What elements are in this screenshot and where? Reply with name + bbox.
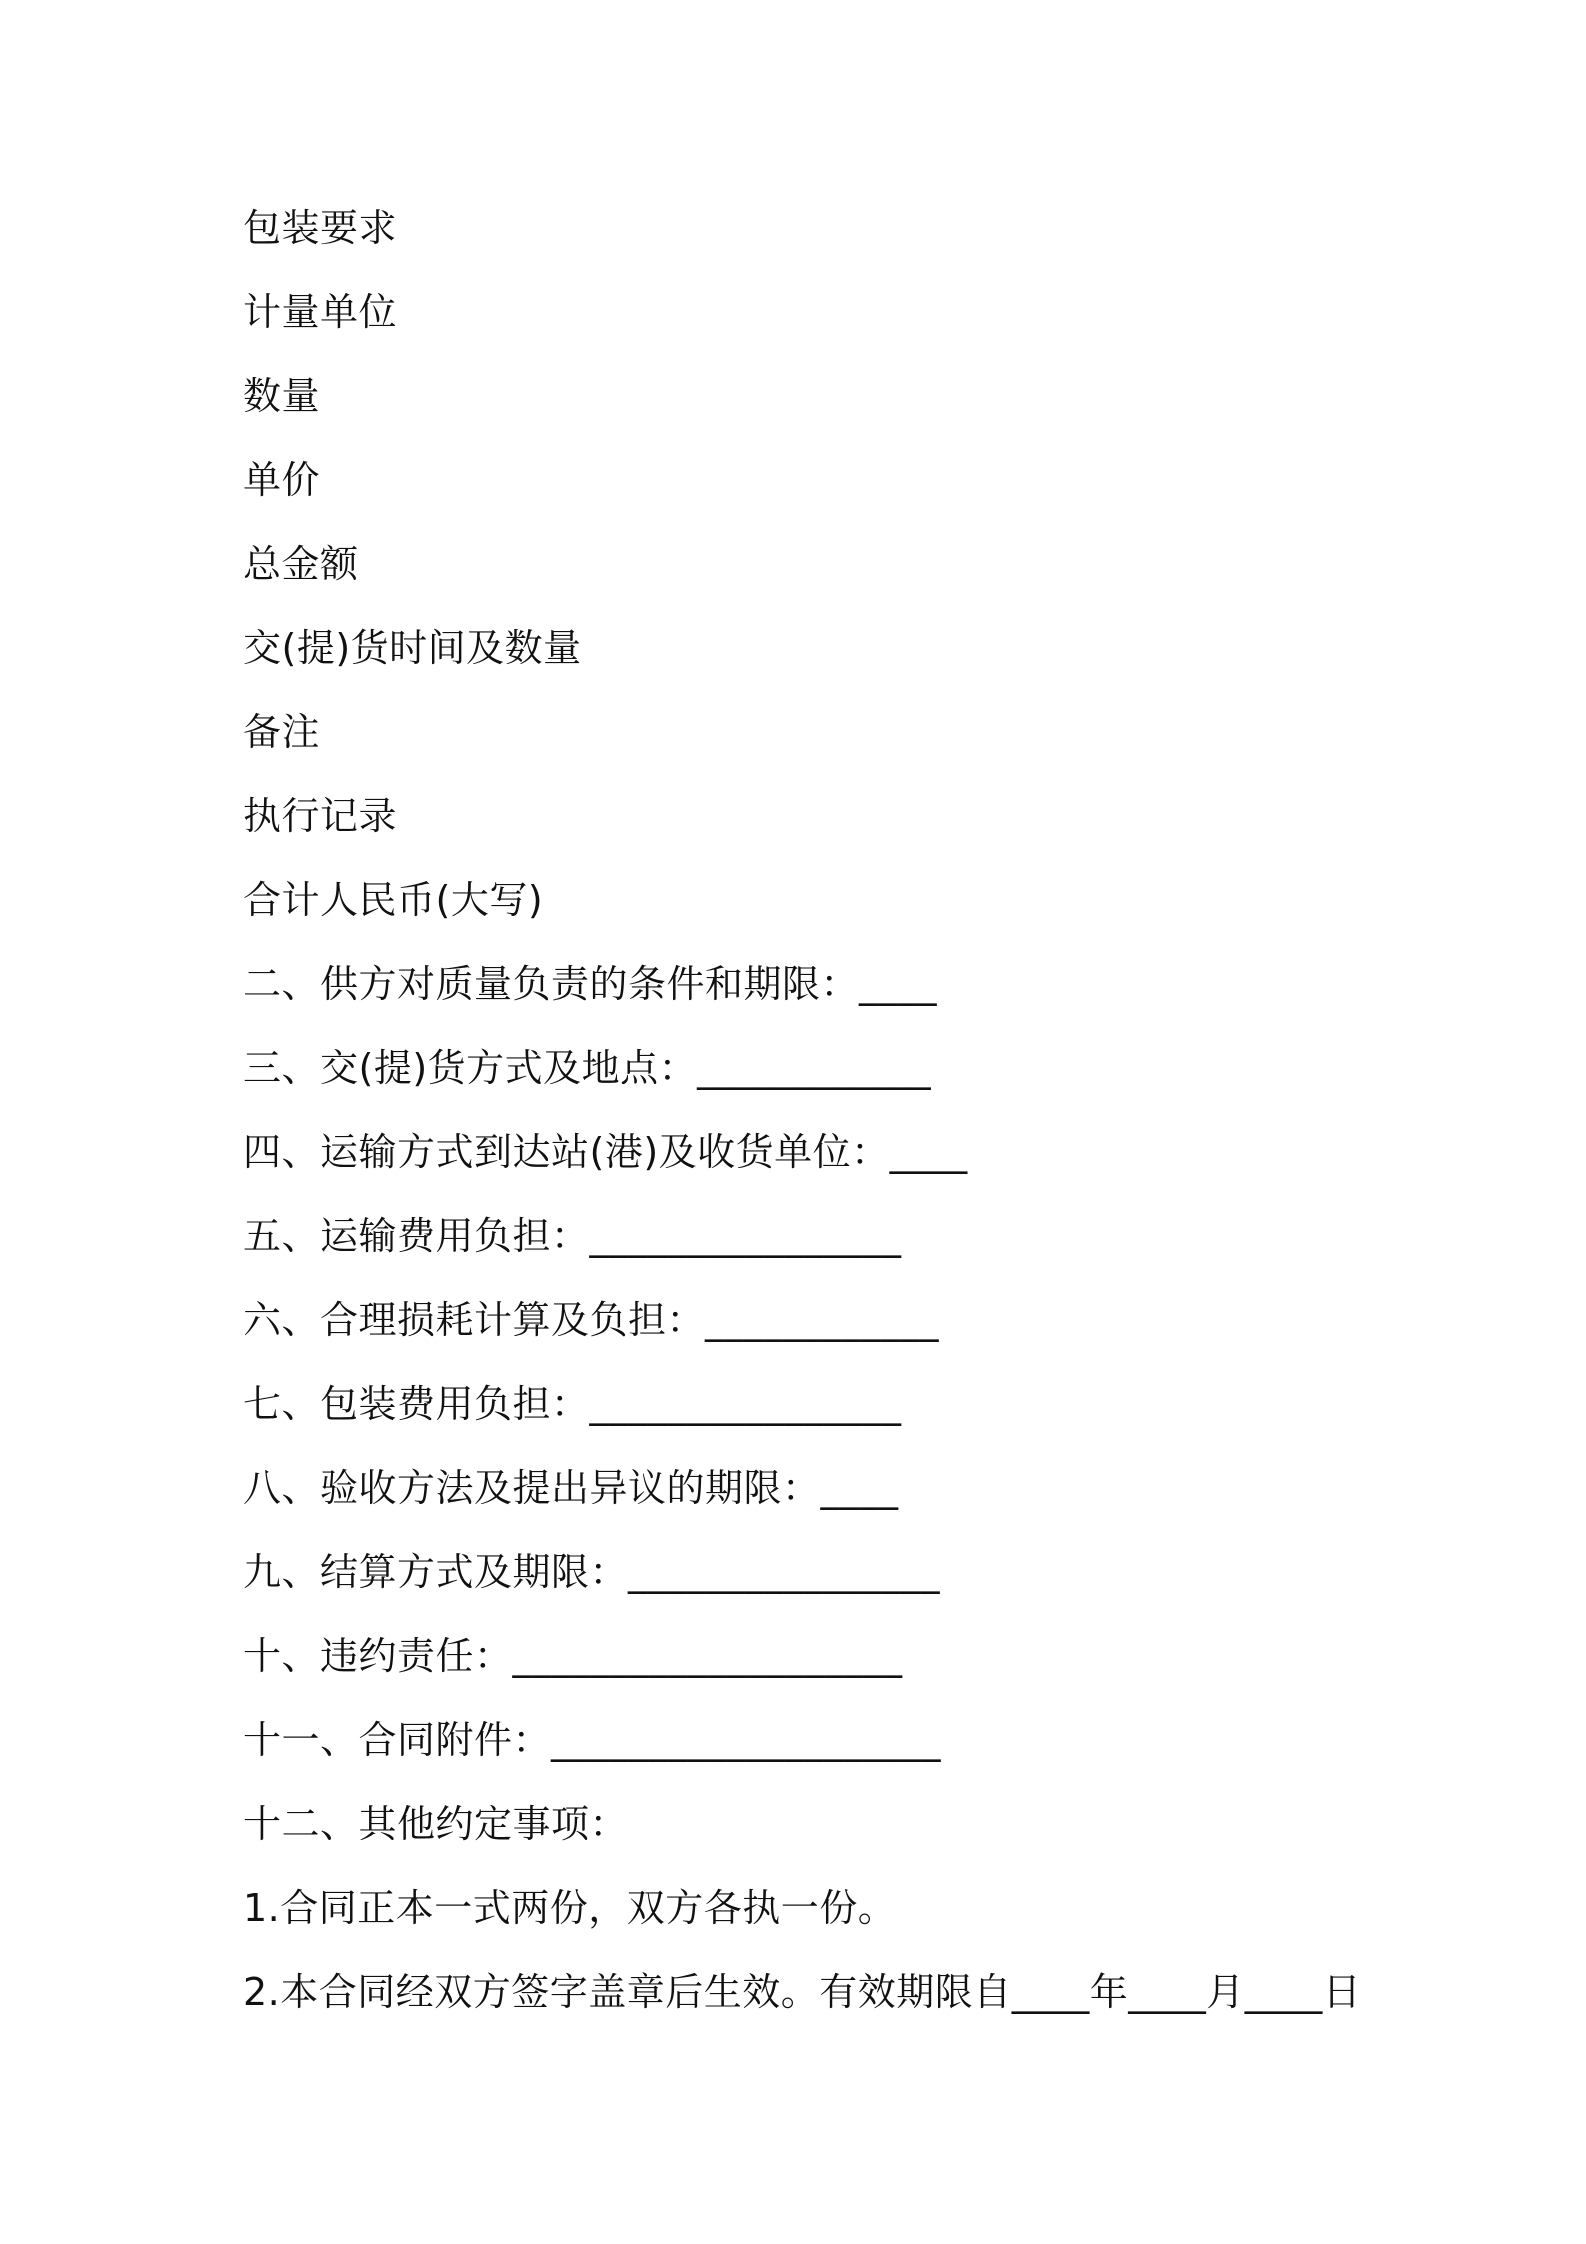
clause-10-liability: 十、违约责任：____________________ (243, 1634, 903, 1678)
agreement-item-1: 1.合同正本一式两份，双方各执一份。 (243, 1886, 897, 1930)
item-packaging-requirements: 包装要求 (243, 206, 398, 250)
item-unit-of-measure: 计量单位 (243, 290, 398, 334)
item-quantity: 数量 (243, 374, 321, 418)
document-body (243, 200, 1443, 2048)
clause-3-delivery-method-location: 三、交(提)货方式及地点：____________ (243, 1046, 932, 1090)
clause-7-packaging-cost: 七、包装费用负担：________________ (243, 1382, 902, 1426)
clause-11-attachments: 十一、合同附件：____________________ (243, 1718, 942, 1762)
clause-5-transport-cost: 五、运输费用负担：________________ (243, 1214, 902, 1258)
item-total-rmb-uppercase: 合计人民币(大写) (243, 878, 544, 922)
item-remarks: 备注 (243, 710, 321, 754)
clause-4-transport-destination: 四、运输方式到达站(港)及收货单位：____ (243, 1130, 968, 1174)
item-execution-record: 执行记录 (243, 794, 398, 838)
item-unit-price: 单价 (243, 458, 321, 502)
item-delivery-time-quantity: 交(提)货时间及数量 (243, 626, 582, 670)
clause-6-loss-calculation: 六、合理损耗计算及负担：____________ (243, 1298, 940, 1342)
clause-9-settlement: 九、结算方式及期限：________________ (243, 1550, 941, 1594)
clause-2-quality-responsibility: 二、供方对质量负责的条件和期限：____ (243, 962, 938, 1006)
item-total-amount: 总金额 (243, 542, 359, 586)
agreement-item-2: 2.本合同经双方签字盖章后生效。有效期限自____年____月____日 (243, 1970, 1362, 2014)
clause-8-acceptance-method: 八、验收方法及提出异议的期限：____ (243, 1466, 899, 1510)
clause-12-other-agreements: 十二、其他约定事项： (243, 1802, 629, 1846)
